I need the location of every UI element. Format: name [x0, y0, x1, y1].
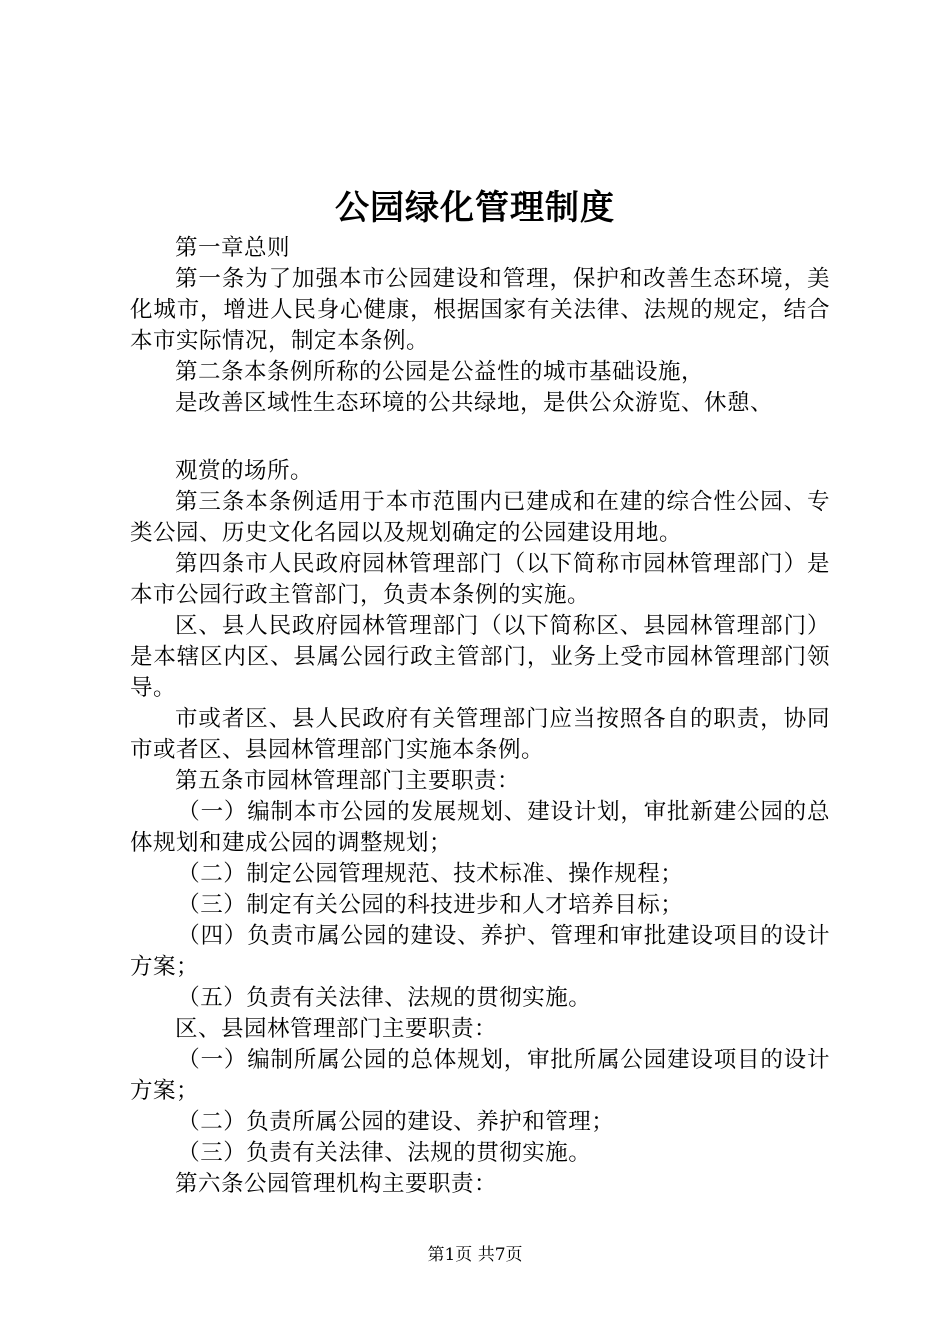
paragraph: 区、县人民政府园林管理部门（以下简称区、县园林管理部门）是本辖区内区、县属公园行政主管部门，业务上受市园林管理部门领导。: [130, 613, 830, 701]
list-item: （五）负责有关法律、法规的贯彻实施。: [177, 985, 592, 1011]
paragraph: 区、县园林管理部门主要职责：: [175, 1016, 498, 1042]
chapter-heading: 第一章总则: [175, 235, 291, 261]
paragraph: 观赏的场所。: [175, 458, 314, 484]
list-item: （二）负责所属公园的建设、养护和管理；: [177, 1109, 615, 1135]
page-footer: 第1页 共7页: [427, 1245, 523, 1265]
list-item: （一）编制本市公园的发展规划、建设计划，审批新建公园的总体规划和建成公园的调整规划；: [130, 799, 830, 856]
document-title: 公园绿化管理制度: [335, 188, 615, 228]
paragraph: 第三条本条例适用于本市范围内已建成和在建的综合性公园、专类公园、历史文化名园以及规划确定的公园建设用地。: [130, 489, 830, 546]
list-item: （一）编制所属公园的总体规划，审批所属公园建设项目的设计方案；: [130, 1047, 830, 1104]
list-item: （三）制定有关公园的科技进步和人才培养目标；: [177, 892, 684, 918]
paragraph: 市或者区、县人民政府有关管理部门应当按照各自的职责，协同市或者区、县园林管理部门实施本条例。: [130, 706, 830, 763]
document-body: [130, 233, 830, 1200]
list-item: （二）制定公园管理规范、技术标准、操作规程；: [177, 861, 684, 887]
paragraph: 第六条公园管理机构主要职责：: [175, 1171, 498, 1197]
paragraph: 第五条市园林管理部门主要职责：: [175, 768, 521, 794]
list-item: （四）负责市属公园的建设、养护、管理和审批建设项目的设计方案；: [130, 923, 830, 980]
list-item: （三）负责有关法律、法规的贯彻实施。: [177, 1140, 592, 1166]
paragraph: 第二条本条例所称的公园是公益性的城市基础设施，: [175, 359, 705, 385]
paragraph: 第四条市人民政府园林管理部门（以下简称市园林管理部门）是本市公园行政主管部门，负责本条例的实施。: [130, 551, 830, 608]
paragraph: 第一条为了加强本市公园建设和管理，保护和改善生态环境，美化城市，增进人民身心健康，根据国家有关法律、法规的规定，结合本市实际情况，制定本条例。: [130, 266, 830, 354]
paragraph: 是改善区域性生态环境的公共绿地，是供公众游览、休憩、: [175, 390, 774, 416]
